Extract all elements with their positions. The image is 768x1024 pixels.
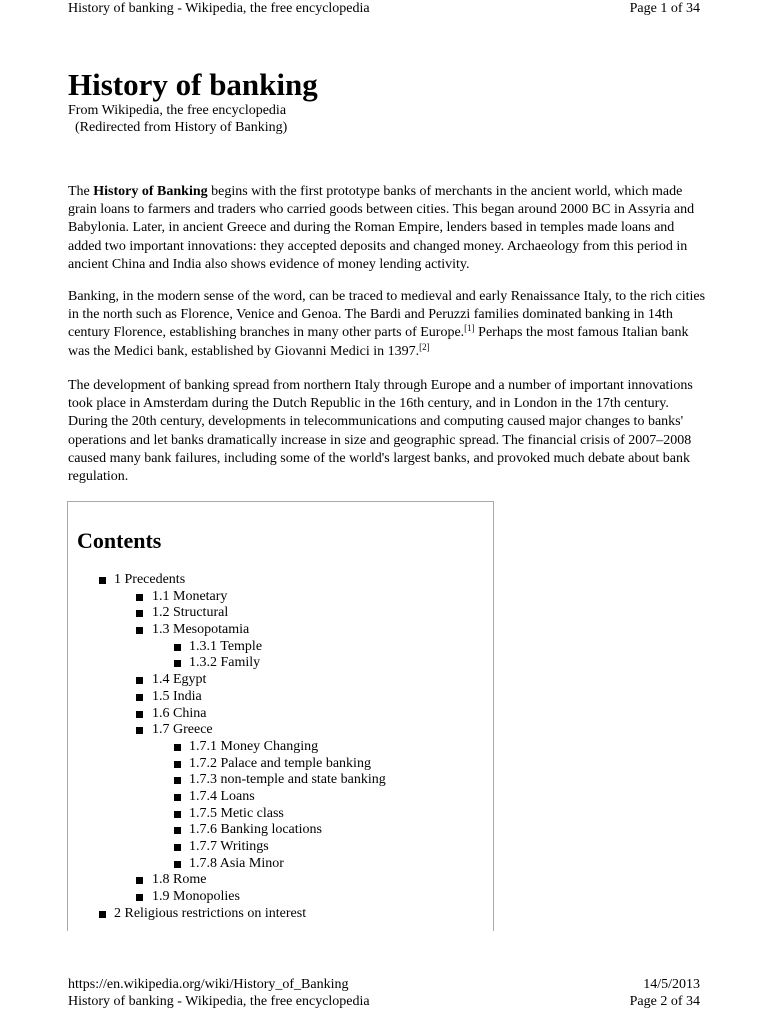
modern-banking-paragraph (68, 288, 708, 361)
toc-link[interactable]: 1.4 Egypt (152, 672, 207, 688)
running-header-page: Page 1 of 34 (629, 1, 700, 16)
bullet-icon (136, 727, 143, 734)
toc-link[interactable]: 1.8 Rome (152, 872, 207, 888)
footer-page: Page 2 of 34 (629, 994, 700, 1009)
footer-date: 14/5/2013 (643, 977, 700, 992)
bullet-icon (174, 811, 181, 818)
bullet-icon (174, 844, 181, 851)
bullet-icon (136, 610, 143, 617)
bullet-icon (174, 777, 181, 784)
toc-link[interactable]: 1.7.4 Loans (189, 788, 255, 804)
footer-url: https://en.wikipedia.org/wiki/History_of_Banking (68, 977, 349, 992)
bold-term: History of Banking (93, 184, 208, 199)
toc-link[interactable]: 1.9 Monopolies (152, 889, 240, 905)
bullet-icon (174, 761, 181, 768)
bullet-icon (136, 627, 143, 634)
redirect-notice: (Redirected from History of Banking) (75, 120, 288, 135)
bullet-icon (174, 660, 181, 667)
reference-link-2[interactable]: [2] (419, 341, 430, 352)
bullet-icon (136, 594, 143, 601)
footer-title: History of banking - Wikipedia, the free encyclopedia (68, 994, 370, 1009)
development-paragraph: The development of banking spread from northern Italy through Europe and a number of important innovations took place in Amsterdam during the Dutch Republic in the 16th century, and in London in the 17th century. During the 20th century, developments in telecommunications and computing caused major changes to banks' operations and let banks dramatically increase in size and geographic spread. The financial crisis of 2007–2008 caused many bank failures, including some of the world's largest banks, and provoked much debate about bank regulation. (68, 378, 693, 485)
toc-link[interactable]: 2 Religious restrictions on interest (114, 905, 307, 921)
toc-link[interactable]: 1.3.1 Temple (189, 638, 263, 654)
toc-link[interactable]: 1.7.8 Asia Minor (189, 855, 284, 871)
bullet-icon (99, 911, 106, 918)
bullet-icon (136, 711, 143, 718)
toc-link[interactable]: 1.3.2 Family (189, 655, 261, 671)
toc-link[interactable]: 1.7.7 Writings (189, 839, 269, 854)
site-subtitle: From Wikipedia, the free encyclopedia (68, 103, 287, 118)
bullet-icon (136, 694, 143, 701)
paragraph-text: Perhaps the most famous Italian bank was the Medici bank, established by Giovanni Medici in 1397. (68, 325, 689, 359)
paragraph-text: The (68, 184, 94, 199)
toc-link[interactable]: 1.7.2 Palace and temple banking (189, 755, 371, 771)
toc-link[interactable]: 1.3 Mesopotamia (152, 622, 250, 638)
reference-link-1[interactable]: [1] (464, 323, 475, 334)
bullet-icon (99, 577, 106, 584)
toc-link[interactable]: 1.6 China (152, 705, 207, 721)
paragraph-text: begins with the first prototype banks of merchants in the ancient world, which made grain loans to farmers and traders who carried goods between cities. This began around 2000 BC in Assyria and Babylonia. Later, in ancient Greece and during the Roman Empire, lenders based in temples made loans and added two important innovations: they accepted deposits and changed money. Archaeology from this period in ancient China and India also shows evidence of money lending activity. (68, 184, 695, 272)
toc-link[interactable]: 1.1 Monetary (152, 588, 228, 604)
bullet-icon (174, 644, 181, 651)
running-header-title: History of banking - Wikipedia, the free encyclopedia (68, 1, 370, 16)
toc-link[interactable]: 1 Precedents (114, 572, 186, 587)
bullet-icon (136, 877, 143, 884)
toc-link[interactable]: 1.7.1 Money Changing (189, 738, 319, 754)
bullet-icon (174, 744, 181, 751)
toc-link[interactable]: 1.2 Structural (152, 605, 229, 621)
toc-title: Contents (77, 528, 162, 553)
toc-link[interactable]: 1.5 India (152, 688, 202, 704)
bullet-icon (136, 894, 143, 901)
bullet-icon (174, 861, 181, 868)
bullet-icon (174, 794, 181, 801)
toc-link[interactable]: 1.7 Greece (152, 722, 213, 738)
bullet-icon (136, 677, 143, 684)
toc-link[interactable]: 1.7.5 Metic class (189, 805, 284, 821)
paragraph-text: Banking, in the modern sense of the word, can be traced to medieval and early Renaissance Italy, to the rich cities in the north such as Florence, Venice and Genoa. The Bardi and Peruzzi families dominated banking in 14th century Florence, establishing branches in many other parts of Europe. (68, 289, 706, 341)
intro-paragraph (68, 183, 708, 274)
page-title: History of banking (68, 67, 318, 102)
toc-link[interactable]: 1.7.3 non-temple and state banking (189, 772, 386, 788)
table-of-contents (67, 501, 494, 931)
bullet-icon (174, 827, 181, 834)
toc-link[interactable]: 1.7.6 Banking locations (189, 822, 322, 838)
